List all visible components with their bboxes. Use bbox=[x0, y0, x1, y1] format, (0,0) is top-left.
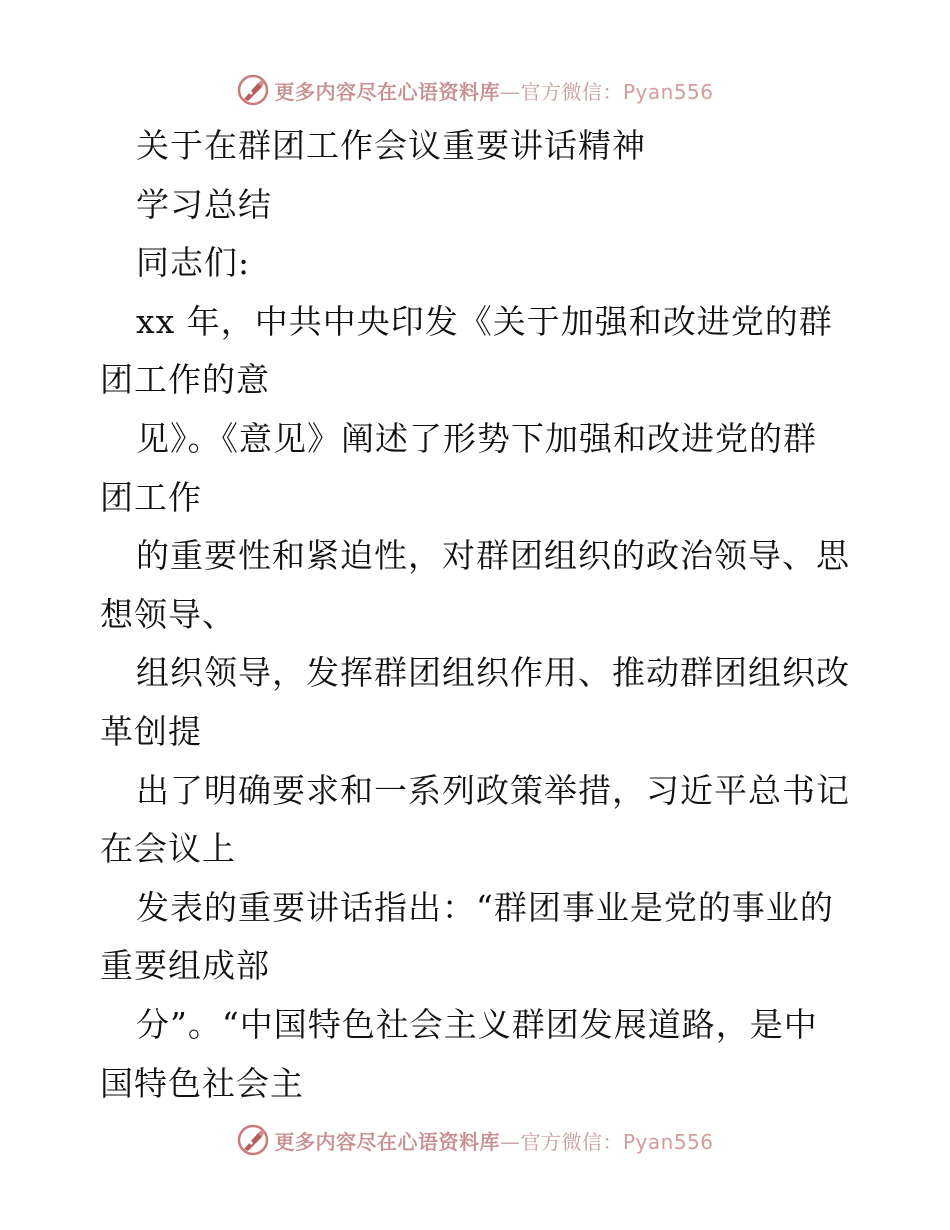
doc-title-line-2: 学习总结 bbox=[136, 184, 272, 224]
watermark-wechat-label: 官方微信： bbox=[520, 79, 623, 104]
watermark-footer bbox=[0, 1120, 950, 1160]
doc-paragraph-line: 重要组成部 bbox=[100, 946, 270, 986]
doc-paragraph-line: 出了明确要求和一系列政策举措，习近平总书记 bbox=[136, 770, 850, 810]
pen-nib-logo-icon bbox=[236, 1123, 270, 1157]
watermark-text bbox=[274, 1126, 713, 1155]
watermark-main-text: 更多内容尽在心语资料库 bbox=[274, 1129, 500, 1154]
watermark-header bbox=[0, 70, 950, 110]
document-body bbox=[100, 117, 860, 1113]
doc-salutation: 同志们: bbox=[136, 243, 251, 283]
doc-paragraph-line: 组织领导，发挥群团组织作用、推动群团组织改 bbox=[136, 653, 850, 693]
doc-paragraph-line: 国特色社会主 bbox=[100, 1063, 304, 1103]
pen-nib-logo-icon bbox=[236, 73, 270, 107]
doc-paragraph-line: 团工作 bbox=[100, 477, 202, 517]
watermark-text bbox=[274, 76, 713, 105]
watermark-wechat-label: 官方微信： bbox=[520, 1129, 623, 1154]
watermark-wechat-id: Pyan556 bbox=[622, 79, 714, 104]
doc-paragraph-line: 分”。“中国特色社会主义群团发展道路，是中 bbox=[136, 1004, 818, 1044]
watermark-separator: — bbox=[499, 79, 521, 104]
doc-paragraph-line: xx 年，中共中央印发《关于加强和改进党的群 bbox=[136, 301, 833, 341]
doc-paragraph-line: 的重要性和紧迫性，对群团组织的政治领导、思 bbox=[136, 536, 850, 576]
doc-paragraph-line: 想领导、 bbox=[100, 594, 236, 634]
doc-paragraph-line: 发表的重要讲话指出：“群团事业是党的事业的 bbox=[136, 887, 834, 927]
watermark-separator: — bbox=[499, 1129, 521, 1154]
doc-paragraph-line: 见》。《意见》阐述了形势下加强和改进党的群 bbox=[136, 418, 817, 458]
doc-paragraph-line: 革创提 bbox=[100, 711, 202, 751]
doc-paragraph-line: 在会议上 bbox=[100, 829, 236, 869]
doc-paragraph-line: 团工作的意 bbox=[100, 360, 270, 400]
doc-title-line-1: 关于在群团工作会议重要讲话精神 bbox=[136, 126, 646, 165]
watermark-wechat-id: Pyan556 bbox=[622, 1129, 714, 1154]
watermark-main-text: 更多内容尽在心语资料库 bbox=[274, 79, 500, 104]
